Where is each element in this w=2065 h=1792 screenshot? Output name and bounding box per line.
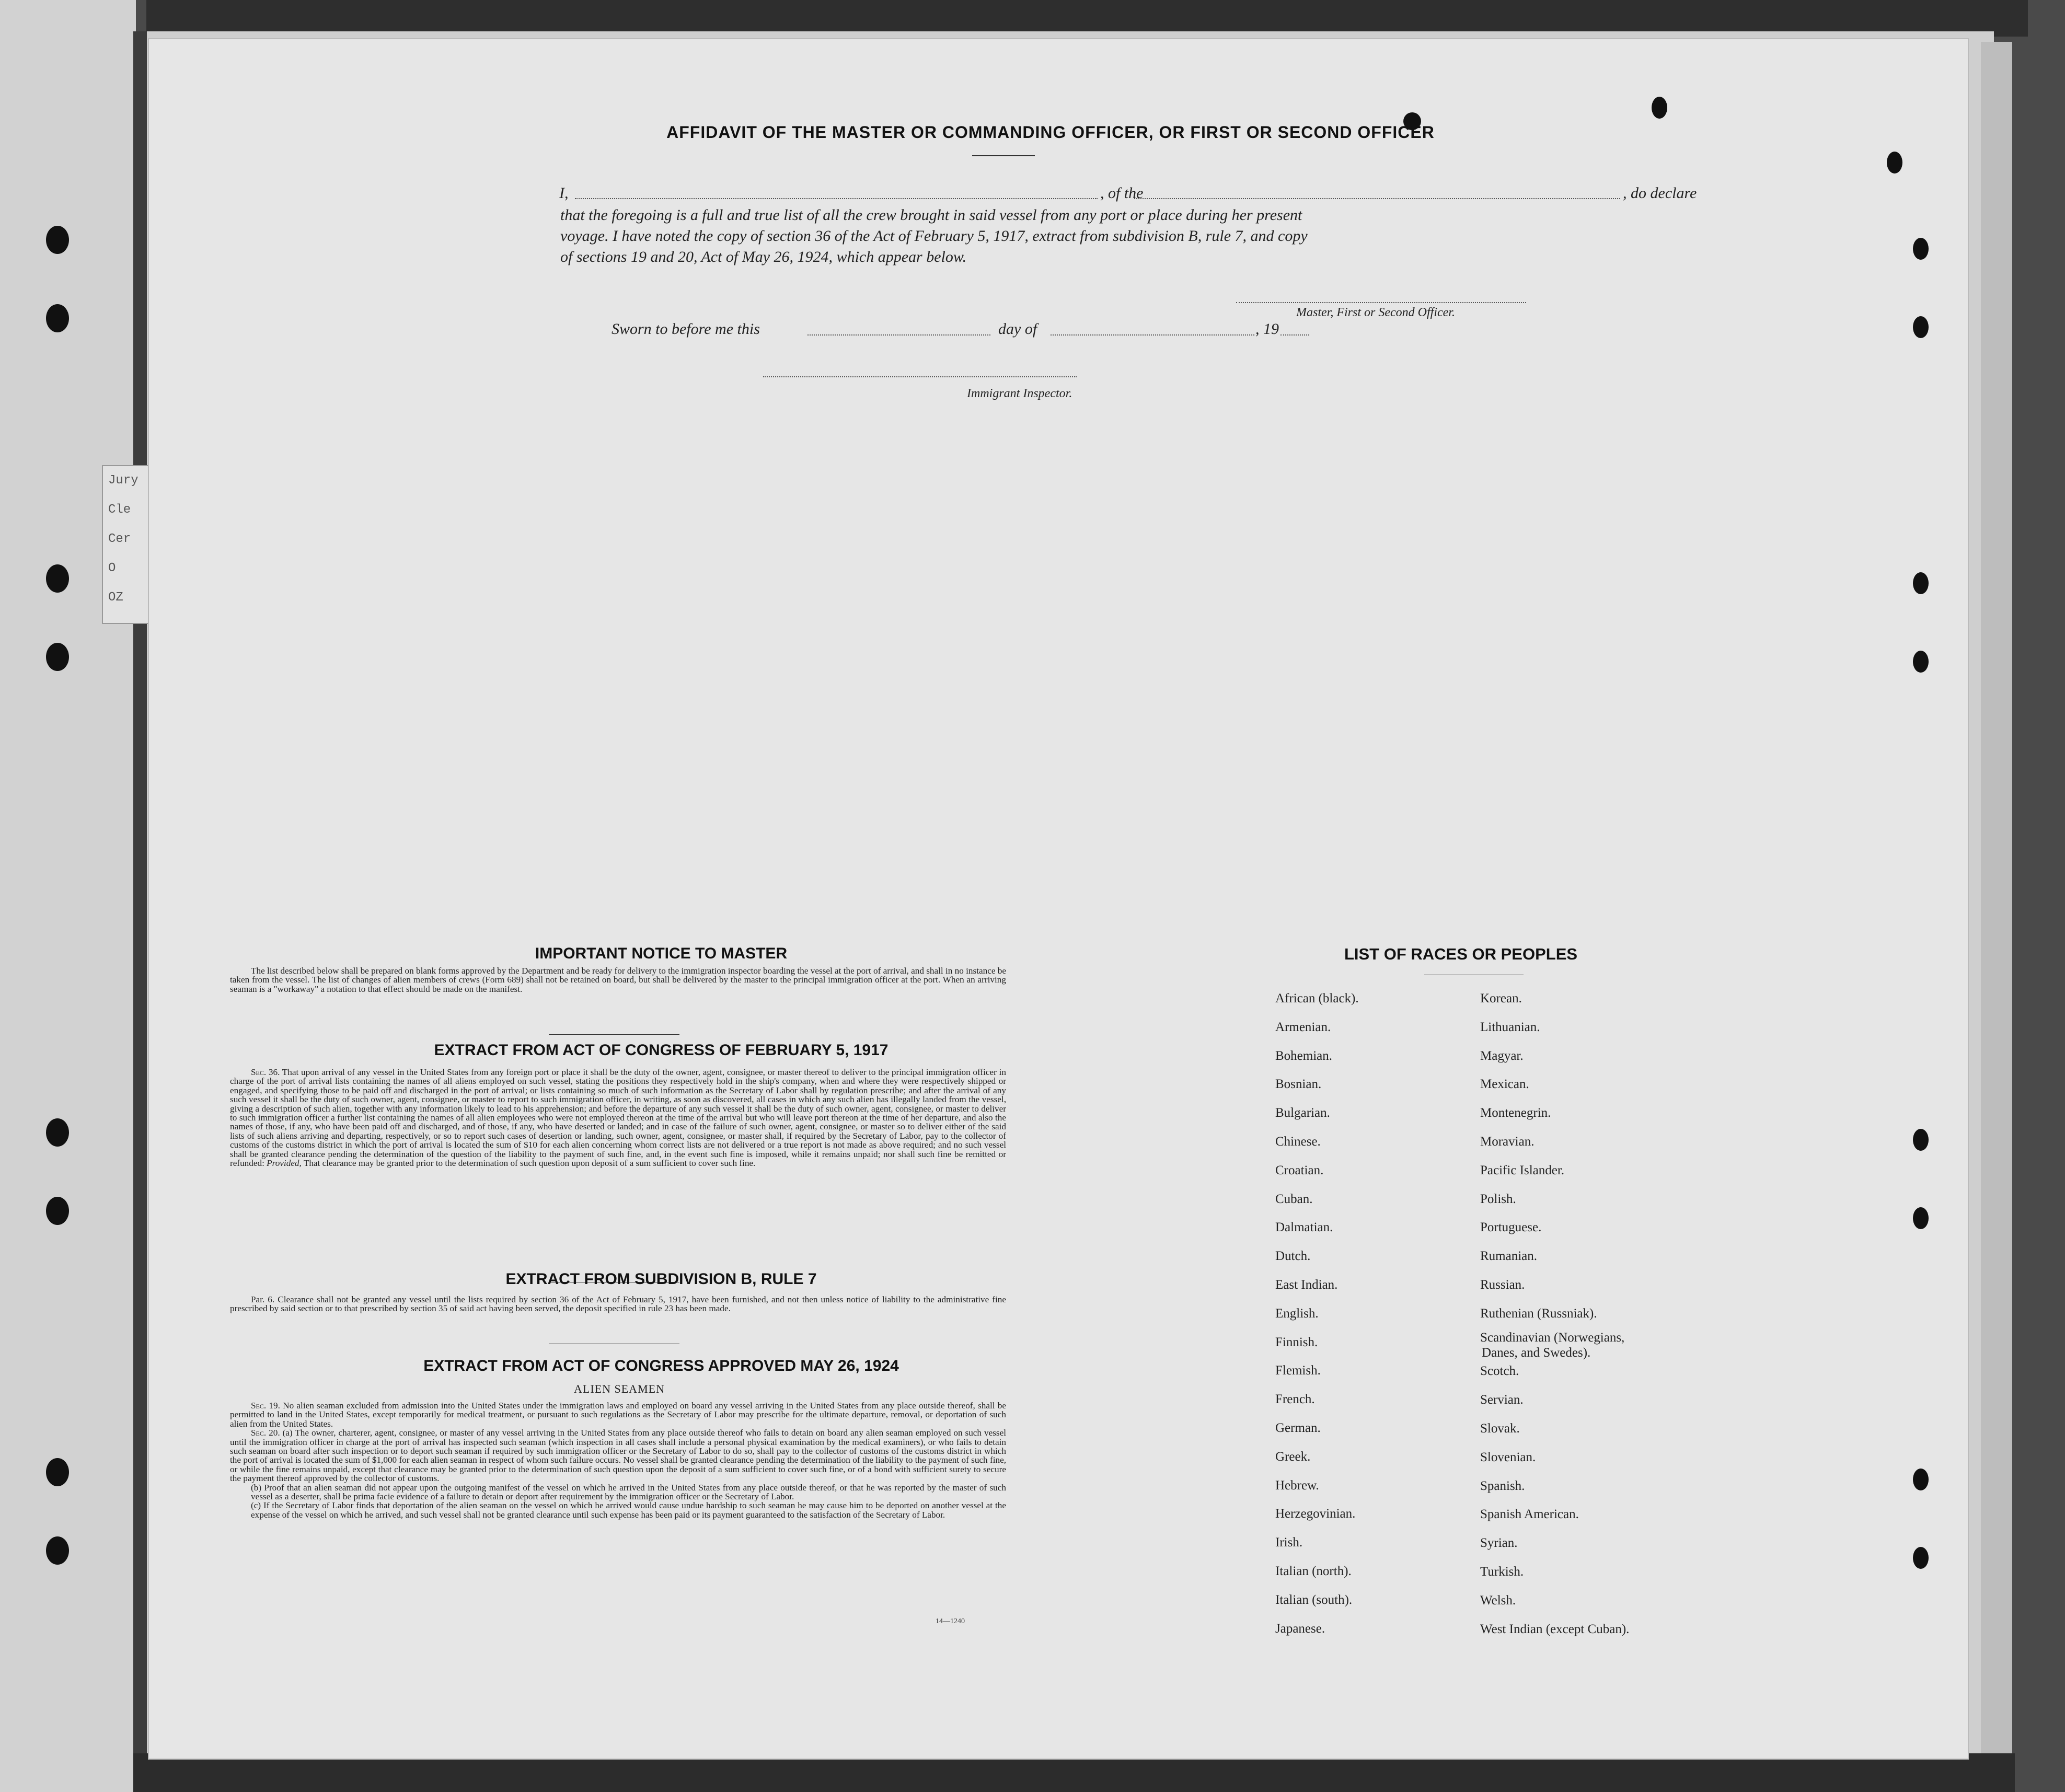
race-item: Lithuanian. [1480,1020,1540,1034]
binder-hole [1913,651,1929,673]
race-item: Dutch. [1275,1249,1311,1264]
binder-hole [1913,1207,1929,1229]
race-item: Greek. [1275,1449,1311,1464]
binder-hole [46,1118,69,1147]
race-item: East Indian. [1275,1278,1338,1292]
race-item: French. [1275,1392,1315,1407]
race-item: Herzegovinian. [1275,1507,1356,1521]
document-page [149,39,1968,1759]
race-item: Dalmatian. [1275,1220,1333,1235]
binder-hole [1887,152,1902,174]
blank-month [1051,334,1254,336]
race-item: Chinese. [1275,1135,1321,1149]
race-item: German. [1275,1421,1321,1435]
notice-title: IMPORTANT NOTICE TO MASTER [535,945,788,962]
rule7-body: Par. 6. Clearance shall not be granted any vessel until the lists required by section 36 of the Act of February 5, 1917, have been furnished, and not then unless notice of liability to the administrative fine prescribed by said section or to that prescribed by section 35 of said act having been served, the deposit specified in rule 23 has been made. [230,1294,1006,1314]
race-item: Armenian. [1275,1020,1331,1034]
sec-36-end: That clearance may be granted prior to the determination of such question upon deposit of a sum sufficient to cover such fine. [303,1158,756,1169]
sec-36-body: That upon arrival of any vessel in the United States from any foreign port or place it shall be the duty of the owner, agent, consignee, or master thereof to deliver to the principal immigration officer in charge of the port of arrival lists containing the names of all aliens employed on such vessel, stating the positions they respectively hold in the ship's company, when and where they were respectively shipped or engaged, and specifying those to be paid off and discharged in the port of arrival; or lists containing so much of such information as the Secretary of Labor shall by regulation prescribe; and after the arrival of any such vessel it shall be the duty of such owner, agent, consignee, or master to report to such immigration officer, in writing, as soon as discovered, all cases in which any such alien has illegally landed from the vessel, giving a description of such alien, together with any information likely to lead to his apprehension; and before the departure of any such vessel it shall be the duty of such owner, agent, consignee, or master to deliver to such immigration officer a further list containing the names of all alien employees who were not employed thereon at the time of the arrival but who will leave port thereon at the time of her departure, and also the names of those, if any, who have been paid off and discharged, and of those, if any, who have deserted or landed; and in case of the failure of such owner, agent, consignee, or master so to deliver either of the said lists of such aliens arriving and departing, respectively, or so to report such cases of desertion or landing, such owner, agent, consignee, or master shall, if required by the Secretary of Labor, pay to the collector of customs of the customs district in which the port of arrival is located the sum of $10 for each alien concerning whom correct lists are not delivered or a true report is not made as above required; and no such vessel shall be granted clearance pending the determination of the question of the liability to the payment of such fine, and, in the event such fine is imposed, while it remains unpaid; nor shall such fine be remitted or refunded: [230,1067,1006,1169]
sec-19-label: Sec. 19. [251,1401,280,1411]
binder-hole [1913,1547,1929,1569]
sec-20c-body: (c) If the Secretary of Labor finds that deportation of the alien seaman on the vessel on which he arrived would cause undue hardship to such seaman he may cause him to be deported on another vessel at the expense of the vessel on which he arrived, and such vessel shall not be granted clearance until such expense has been paid or its payment guaranteed to the satisfaction of the Secretary of Labor. [251,1500,1006,1520]
race-item: Magyar. [1480,1048,1524,1063]
binder-hole [46,1197,69,1225]
race-item: Turkish. [1480,1565,1524,1579]
tab-text: OZ [108,591,123,605]
race-item: Flemish. [1275,1363,1321,1378]
race-item: Bosnian. [1275,1077,1322,1092]
tab-text: Cle [108,503,131,517]
sworn-text-a: Sworn to before me this [612,320,760,338]
race-item: Scotch. [1480,1364,1519,1379]
tab-text: Jury [108,473,139,488]
race-item: Bohemian. [1275,1048,1333,1063]
notice-text [230,966,1006,993]
race-item: Spanish American. [1480,1507,1579,1522]
race-item: Finnish. [1275,1335,1318,1349]
divider [549,1034,679,1035]
race-item: Bulgarian. [1275,1106,1330,1120]
form-number: 14—1240 [936,1617,965,1625]
blank-master-signature [1236,302,1526,303]
tab-text: O [108,561,116,575]
scan-background-left [0,0,136,1792]
divider [972,155,1035,156]
binder-hole [1652,97,1667,119]
race-item: Spanish. [1480,1478,1525,1493]
scan-background-bottom [133,1753,2015,1792]
race-item: Rumanian. [1480,1249,1538,1264]
race-item: Russian. [1480,1278,1525,1292]
sworn-text-b: day of [998,320,1037,338]
race-item-continuation: Danes, and Swedes). [1482,1346,1591,1360]
affidavit-title: AFFIDAVIT OF THE MASTER OR COMMANDING OFFICER, OR FIRST OR SECOND OFFICER [666,123,1435,142]
tab-text: Cer [108,532,131,546]
affidavit-line-1c: , do declare [1623,184,1697,202]
affidavit-line-3: voyage. I have noted the copy of section 36 of the Act of February 5, 1917, extract from subdivision B, rule 7, and copy [560,227,1308,245]
race-item: Servian. [1480,1393,1524,1407]
blank-year [1280,334,1309,336]
alien-seamen-subtitle: ALIEN SEAMEN [574,1382,665,1395]
race-item: Polish. [1480,1192,1516,1206]
binder-hole [46,1536,69,1565]
binder-hole [46,643,69,671]
blank-day [807,334,990,336]
race-item: West Indian (except Cuban). [1480,1622,1630,1636]
binder-hole [1913,1469,1929,1490]
sec-20a-body: (a) The owner, charterer, agent, consignee, or master of any vessel arriving in the United States from any place outside thereof who fails to detain on board any alien seaman employed on such vessel until the immigration officer in charge at the port of arrival has inspected such seaman (which inspection in all cases shall include a personal physical examination by the medical examiners), or who fails to detain such seaman on board after such inspection or to deport such seaman if required by such immigration officer or the Secretary of Labor to do so, shall pay to the collector of customs of the customs district in which the port of arrival is located the sum of $1,000 for each alien seaman in respect of whom such failure occurs. No vessel shall be granted clearance pending the determination of the liability to the payment of such fine, or while the fine remains unpaid, except that clearance may be granted prior to the determination of such question upon the deposit of a sum sufficient to cover such fine, or of a bond with sufficient surety to secure the payment thereof approved by the collector of customs. [230,1428,1006,1484]
extract-1924-text [230,1401,1006,1519]
race-item: Scandinavian (Norwegians, [1480,1330,1625,1345]
race-item: English. [1275,1306,1319,1321]
inspector-caption: Immigrant Inspector. [967,387,1072,400]
binder-hole [46,1458,69,1486]
blank-inspector-signature [763,376,1077,377]
binder-hole [1913,238,1929,260]
sec-36-label: Sec. 36. [251,1067,280,1077]
binder-hole [1913,316,1929,338]
binder-hole [1913,1129,1929,1151]
race-item: Slovak. [1480,1421,1520,1436]
race-item: Italian (south). [1275,1592,1353,1607]
scan-background-right [1981,42,2012,1777]
binder-hole [46,304,69,332]
binder-hole [1913,572,1929,594]
binding-shadow [133,31,147,1756]
affidavit-line-1a: I, [559,184,569,202]
blank-vessel [1134,198,1620,199]
race-item: Mexican. [1480,1077,1529,1092]
extract-1917-text [230,1068,1006,1167]
race-item: Montenegrin. [1480,1106,1551,1120]
races-title: LIST OF RACES OR PEOPLES [1344,945,1578,963]
race-item: Syrian. [1480,1536,1518,1551]
sec-20b-body: (b) Proof that an alien seaman did not appear upon the outgoing manifest of the vessel on which he arrived in the United States from any place outside thereof, or that he was reported by the master of such vessel as a deserter, shall be prima facie evidence of a failure to detain or deport after requirement by the immigration officer or the Secretary of Labor. [251,1482,1006,1502]
binder-hole [46,564,69,593]
extract-1917-title: EXTRACT FROM ACT OF CONGRESS OF FEBRUARY 5, 1917 [434,1042,889,1059]
race-item: Korean. [1480,991,1522,1005]
notice-body: The list described below shall be prepared on blank forms approved by the Department and be ready for delivery to the immigration inspector boarding the vessel at the port of arrival, and shall in no instance be taken from the vessel. The list of changes of alien members of crews (Form 689) shall not be retained on board, but shall be delivered by the master to the principal immigration officer at the port. When an arriving seaman is a "workaway" a notation to that effect should be made on the manifest. [230,966,1006,994]
sworn-text-c: , 19 [1255,320,1279,338]
race-item: Moravian. [1480,1135,1535,1149]
provided-word: Provided, [267,1158,302,1169]
race-item: Welsh. [1480,1593,1516,1608]
race-item: Slovenian. [1480,1450,1536,1464]
race-item: Croatian. [1275,1163,1324,1177]
race-item: Japanese. [1275,1621,1325,1636]
race-item: Hebrew. [1275,1478,1319,1493]
affidavit-line-2: that the foregoing is a full and true list of all the crew brought in said vessel from any port or place during her present [560,206,1302,224]
extract-rule7-title: EXTRACT FROM SUBDIVISION B, RULE 7 [505,1270,817,1288]
extract-1924-title: EXTRACT FROM ACT OF CONGRESS APPROVED MAY 26, 1924 [423,1357,899,1374]
sec-20-label: Sec. 20. [251,1428,280,1438]
master-caption: Master, First or Second Officer. [1296,306,1455,319]
race-item: Cuban. [1275,1192,1313,1206]
blank-name [575,198,1098,199]
extract-rule7-text [230,1295,1006,1313]
race-item: African (black). [1275,991,1359,1005]
sec-19-body: No alien seaman excluded from admission into the United States under the immigration laws and employed on board any vessel arriving in the United States from any place outside thereof, shall be permitted to land in the United States, except temporarily for medical treatment, or pursuant to such regulations as the Secretary of Labor may prescribe for the ultimate departure, removal, or deportation of such alien from the United States. [230,1401,1006,1429]
race-item: Portuguese. [1480,1220,1542,1235]
affidavit-line-4: of sections 19 and 20, Act of May 26, 1924, which appear below. [560,248,967,265]
race-item: Italian (north). [1275,1564,1352,1578]
affidavit-line-1b: , of the [1100,184,1144,202]
race-item: Ruthenian (Russniak). [1480,1306,1597,1321]
binder-hole [46,226,69,254]
race-item: Pacific Islander. [1480,1163,1565,1177]
race-item: Irish. [1275,1535,1303,1550]
